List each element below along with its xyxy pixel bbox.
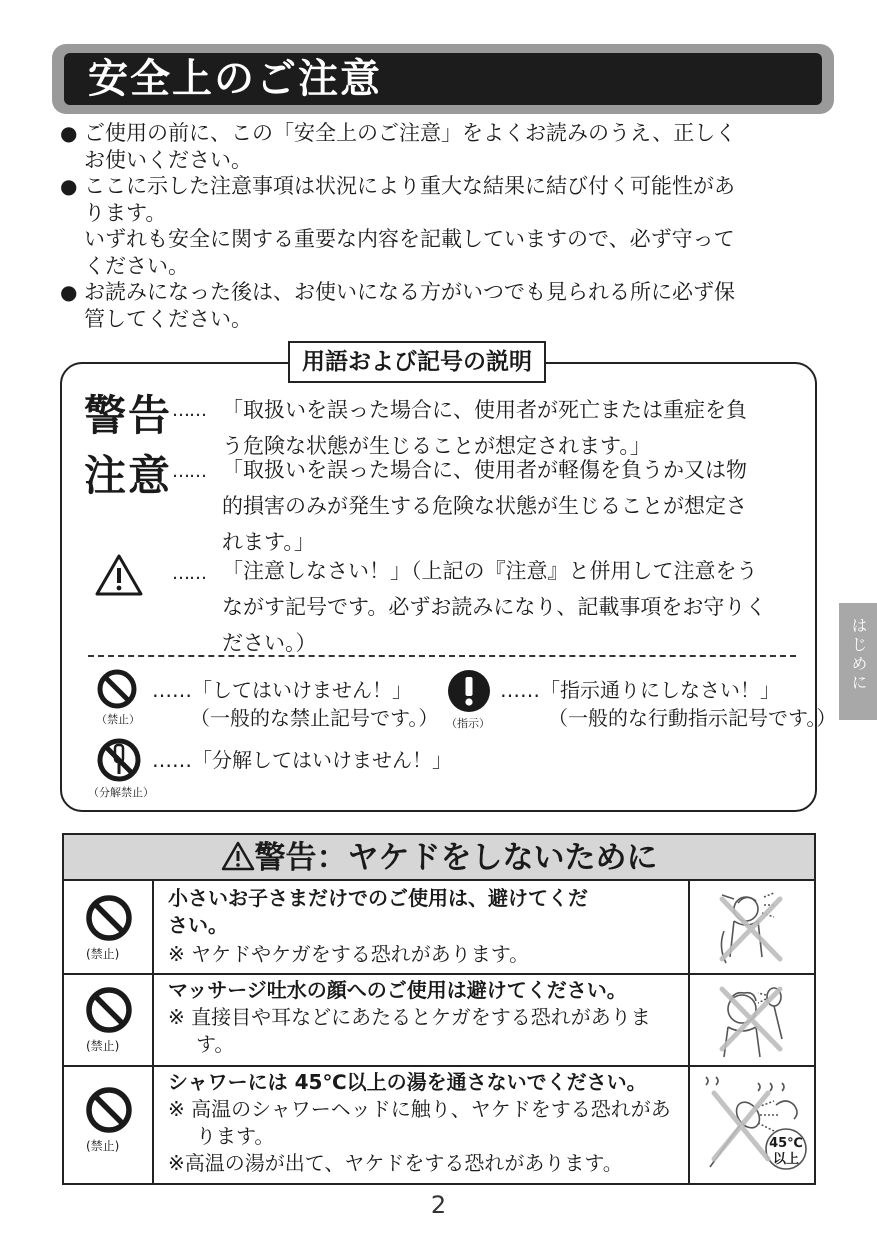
intro-bullet-3 — [60, 279, 830, 306]
intro-bullet-1 — [60, 120, 830, 147]
warning-desc-line: う危険な状態が生じることが想定されます。」 — [222, 434, 651, 458]
alert-triangle-icon — [94, 553, 144, 597]
side-tab-label: はじめに — [849, 617, 868, 693]
page-title: 安全上のご注意 — [88, 56, 382, 102]
alert-desc-line: 「注意しなさい！」（上記の『注意』と併用して注意をう — [222, 559, 758, 583]
prohibit-caption: (禁止) — [86, 1039, 120, 1053]
intro-text: お読みになった後は、お使いになる方がいつでも見られる所に必ず保 — [84, 280, 735, 304]
hot-shower-illustration — [696, 1071, 812, 1179]
prohibit-icon — [84, 893, 134, 943]
caution-desc-line: 的損害のみが発生する危険な状態が生じることが想定さ — [222, 494, 747, 518]
intro-text: ご使用の前に、この「安全上のご注意」をよくお読みのうえ、正しく — [84, 121, 737, 145]
disassemble-line-1: ……「分解してはいけません！」 — [152, 748, 452, 772]
alert-triangle-icon — [221, 841, 255, 871]
prohibit-icon — [96, 668, 138, 710]
row-note: ※ 直接目や耳などにあたるとケガをする恐れがあります。 — [168, 1005, 651, 1056]
warning-table-header — [64, 835, 814, 881]
table-column-divider — [688, 881, 690, 1185]
prohibit-caption: (禁止) — [86, 1139, 120, 1153]
caution-desc-line: 「取扱いを誤った場合に、使用者が軽傷を負うか又は物 — [222, 458, 747, 482]
instruct-caption: （指示） — [446, 717, 490, 730]
row-main-line: さい。 — [168, 913, 228, 937]
intro-text: ここに示した注意事項は状況により重大な結果に結び付く可能性があ — [84, 174, 735, 198]
row-note: ※ ヤケドやケガをする恐れがあります。 — [168, 942, 530, 966]
intro-bullet-2 — [60, 173, 830, 200]
alert-dots: …… — [172, 563, 206, 584]
table-row-divider — [64, 1065, 814, 1067]
caution-description — [222, 452, 802, 560]
disassemble-caption: （分解禁止） — [88, 786, 154, 799]
page-number: 2 — [430, 1191, 447, 1219]
warning-table-title-text: 警告：ヤケドをしないために — [254, 840, 658, 876]
child-shower-illustration — [704, 887, 800, 967]
no-disassemble-icon — [96, 737, 142, 783]
intro-section — [60, 120, 830, 332]
prohibit-line-1: ……「してはいけません！」 — [152, 678, 412, 702]
row-main-text: マッサージ吐水の顔へのご使用は避けてください。 — [168, 978, 627, 1002]
row-note: ※高温の湯が出て、ヤケドをする恐れがあります。 — [168, 1151, 623, 1175]
intro-bullet-2-cont: ください。 — [84, 253, 189, 278]
legend-heading: 用語および記号の説明 — [288, 341, 546, 383]
section-side-tab[interactable] — [839, 603, 877, 720]
table-row-divider — [64, 973, 814, 975]
warning-desc-line: 「取扱いを誤った場合に、使用者が死亡または重症を負 — [222, 398, 747, 422]
alert-desc-line: ながす記号です。必ずお読みになり、記載事項をお守りく — [222, 595, 767, 619]
temperature-badge-line-1: 45℃ — [769, 1136, 803, 1151]
prohibit-icon — [84, 1085, 134, 1135]
instruct-line-2: （一般的な行動指示記号です。） — [548, 706, 837, 730]
caution-desc-line: れます。」 — [222, 530, 315, 554]
temperature-badge-line-2: 以上 — [772, 1152, 800, 1167]
prohibit-icon — [84, 985, 134, 1035]
intro-bullet-1-cont: お使いください。 — [84, 147, 252, 172]
face-spray-illustration — [704, 979, 800, 1059]
prohibit-caption: (禁止) — [86, 947, 120, 961]
caution-word: 注意 — [84, 451, 173, 500]
intro-bullet-2-cont: いずれも安全に関する重要な内容を記載していますので、必ず守って — [84, 227, 735, 251]
prohibit-line-2: （一般的な禁止記号です。） — [190, 706, 439, 730]
prohibit-caption: （禁止） — [96, 713, 140, 726]
instruct-icon — [446, 668, 492, 714]
instruct-line-1: ……「指示通りにしなさい！」 — [500, 678, 780, 702]
row-main-line: 小さいお子さまだけでのご使用は、避けてくだ — [168, 886, 588, 910]
alert-desc-line: ださい。） — [222, 631, 317, 655]
caution-dots: …… — [172, 461, 206, 482]
row-main-text: シャワーには 45℃以上の湯を通さないでください。 — [168, 1070, 647, 1094]
alert-description — [222, 553, 802, 661]
warning-word: 警告 — [84, 391, 173, 440]
legend-divider — [88, 655, 796, 657]
row-note: ※ 高温のシャワーヘッドに触り、ヤケドをする恐れがあります。 — [168, 1097, 671, 1148]
intro-bullet-2-cont: ります。 — [84, 200, 167, 225]
table-column-divider — [152, 881, 154, 1185]
row-main-text — [168, 885, 688, 939]
warning-table-title — [64, 835, 814, 881]
warning-dots: …… — [172, 400, 206, 421]
intro-bullet-3-cont: 管してください。 — [84, 306, 252, 331]
warning-table — [62, 833, 816, 1185]
